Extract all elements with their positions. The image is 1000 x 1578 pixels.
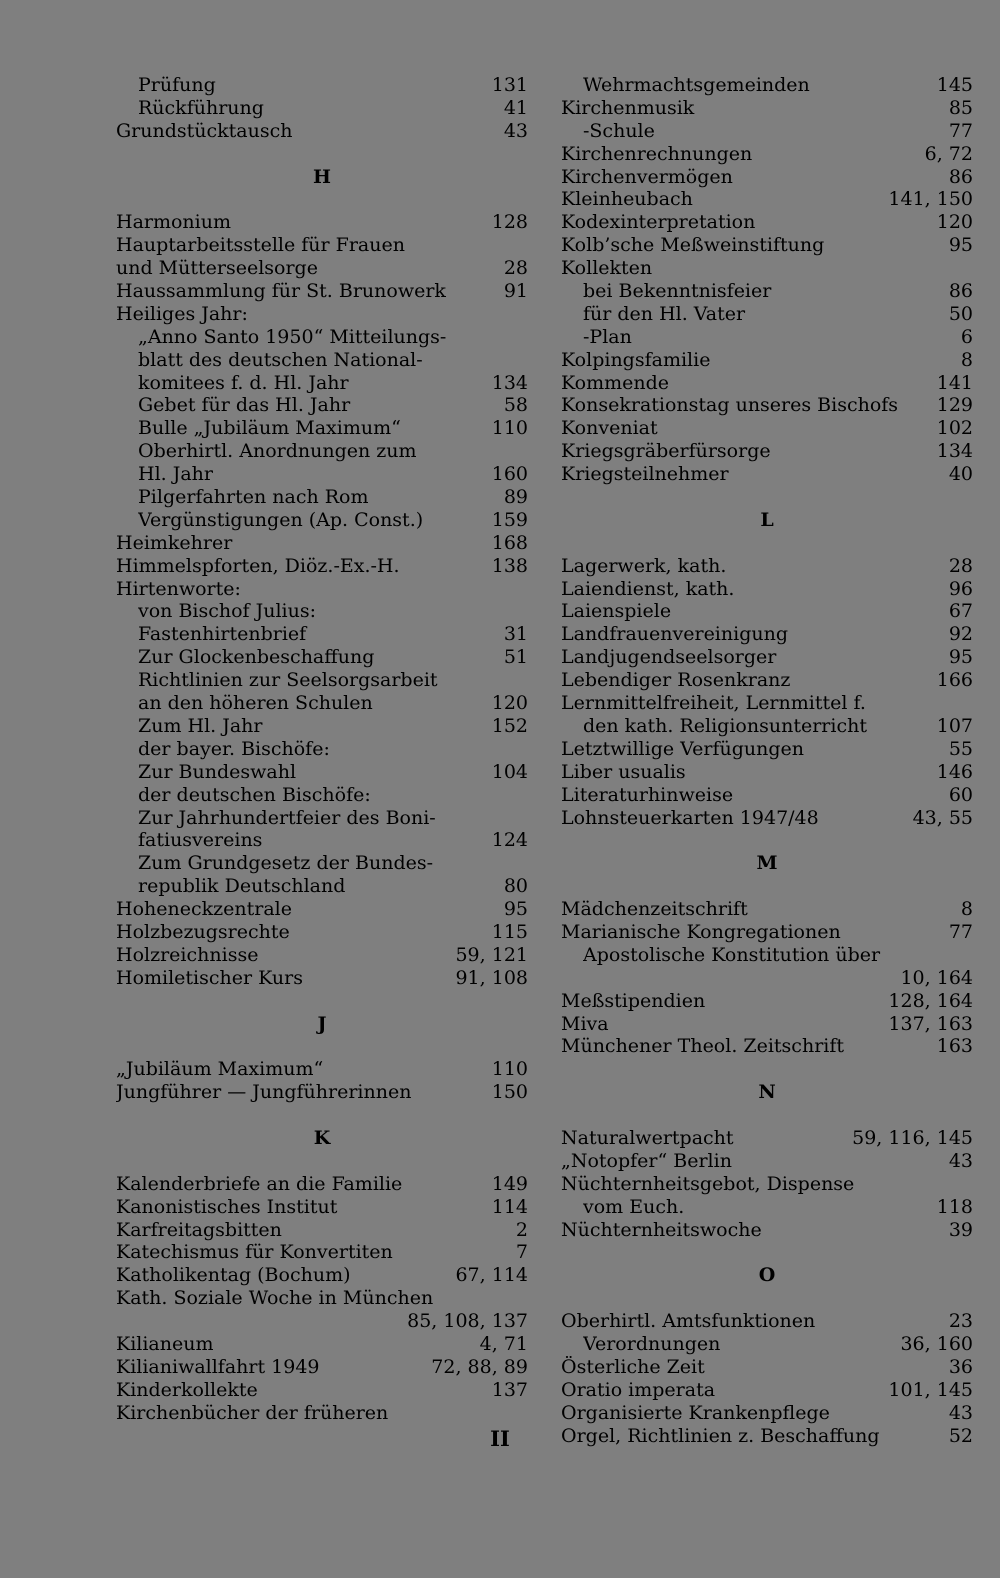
index-entry xyxy=(561,143,973,166)
index-entry xyxy=(561,738,973,761)
index-entry-pages: 163 xyxy=(936,1035,973,1058)
index-entry xyxy=(116,578,528,601)
index-entry-term: Nüchternheitsgebot, Dispense xyxy=(561,1172,855,1195)
index-entry-term: Apostolische Konstitution über xyxy=(583,943,881,966)
index-entry-term: Literaturhinweise xyxy=(561,783,734,806)
index-entry-pages: 43 xyxy=(948,1401,973,1424)
index-entry-term: Zur Bundeswahl xyxy=(138,760,297,783)
index-entry-pages: 146 xyxy=(936,760,973,783)
index-entry xyxy=(561,784,973,807)
index-entry-term: für den Hl. Vater xyxy=(583,302,746,325)
index-entry-term: Katechismus für Konvertiten xyxy=(116,1241,393,1264)
index-entry-pages: 159 xyxy=(491,508,528,531)
index-entry-term: Himmelspforten, Diöz.-Ex.-H. xyxy=(116,554,400,577)
index-entry xyxy=(116,211,528,234)
index-entry xyxy=(116,1333,528,1356)
index-entry-pages: 138 xyxy=(491,554,528,577)
index-entry xyxy=(561,1219,973,1242)
index-entry xyxy=(116,761,528,784)
index-entry-pages: 59, 121 xyxy=(455,943,528,966)
index-entry xyxy=(561,74,973,97)
index-entry xyxy=(116,120,528,143)
index-entry-pages: 128 xyxy=(491,211,528,234)
index-entry-term: Organisierte Krankenpflege xyxy=(561,1401,830,1424)
index-entry xyxy=(561,1333,973,1356)
index-entry xyxy=(116,967,528,990)
index-entry-pages: 8 xyxy=(960,348,973,371)
index-entry xyxy=(561,1379,973,1402)
index-entry-pages: 6 xyxy=(960,325,973,348)
index-entry-term: Verordnungen xyxy=(583,1332,721,1355)
index-entry-term: Holzreichnisse xyxy=(116,943,259,966)
index-entry-term: Lohnsteuerkarten 1947/48 xyxy=(561,806,819,829)
index-entry-pages: 36 xyxy=(948,1355,973,1378)
index-entry xyxy=(116,326,528,349)
index-entry-term: Zur Glockenbeschaffung xyxy=(138,646,375,669)
index-entry-term: Richtlinien zur Seelsorgsarbeit xyxy=(138,669,438,692)
index-entry-term: Kirchenbücher der früheren xyxy=(116,1401,389,1424)
index-entry-term: Kolb’sche Meßweinstiftung xyxy=(561,234,825,257)
index-entry-term: Miva xyxy=(561,1012,609,1035)
index-entry xyxy=(116,1058,528,1081)
section-spacer xyxy=(116,188,528,211)
index-entry xyxy=(116,646,528,669)
section-spacer xyxy=(116,1035,528,1058)
index-entry-pages: 86 xyxy=(948,165,973,188)
index-entry-term: Hauptarbeitsstelle für Frauen xyxy=(116,234,405,257)
index-entry xyxy=(561,898,973,921)
index-entry-pages: 134 xyxy=(936,440,973,463)
index-entry xyxy=(116,257,528,280)
index-entry xyxy=(116,1219,528,1242)
index-entry-term: Kirchenvermögen xyxy=(561,165,733,188)
index-entry xyxy=(561,715,973,738)
index-entry xyxy=(116,1173,528,1196)
index-entry xyxy=(116,555,528,578)
index-entry xyxy=(116,623,528,646)
index-entry-term: Pilgerfahrten nach Rom xyxy=(138,486,369,509)
index-entry-term: Kleinheubach xyxy=(561,188,693,211)
index-entry-pages: 10, 164 xyxy=(900,966,973,989)
index-entry-term: fatiusvereins xyxy=(138,829,263,852)
index-entry-pages: 8 xyxy=(960,898,973,921)
index-entry-pages: 43 xyxy=(948,1149,973,1172)
index-entry xyxy=(116,1402,528,1425)
index-entry xyxy=(561,97,973,120)
index-entry xyxy=(116,1081,528,1104)
index-entry-term: Oratio imperata xyxy=(561,1378,716,1401)
index-entry-term: Holzbezugsrechte xyxy=(116,920,290,943)
index-entry xyxy=(561,257,973,280)
index-entry-term: Kriegsgräberfürsorge xyxy=(561,440,771,463)
index-entry-pages: 152 xyxy=(491,714,528,737)
index-entry xyxy=(561,944,973,967)
index-entry-term: Hl. Jahr xyxy=(138,463,213,486)
index-entry-pages: 77 xyxy=(948,119,973,142)
index-entry-term: Homiletischer Kurs xyxy=(116,966,303,989)
section-spacer xyxy=(561,1287,973,1310)
index-entry xyxy=(561,211,973,234)
index-entry-term: Vergünstigungen (Ap. Const.) xyxy=(138,508,424,531)
index-entry-pages: 67 xyxy=(948,600,973,623)
index-entry-term: Heimkehrer xyxy=(116,531,233,554)
section-letter: M xyxy=(756,852,778,875)
index-entry xyxy=(116,463,528,486)
index-entry-pages: 120 xyxy=(491,692,528,715)
index-entry-term: Meßstipendien xyxy=(561,989,706,1012)
index-entry xyxy=(116,1356,528,1379)
section-letter: L xyxy=(760,508,774,531)
index-entry xyxy=(116,74,528,97)
index-entry xyxy=(116,280,528,303)
index-entry-term: Zum Grundgesetz der Bundes- xyxy=(138,852,434,875)
index-entry-pages: 89 xyxy=(503,486,528,509)
index-entry-pages: 58 xyxy=(503,394,528,417)
index-entry xyxy=(116,394,528,417)
index-entry-pages: 77 xyxy=(948,920,973,943)
index-entry-term: „Jubiläum Maximum“ xyxy=(116,1058,324,1081)
index-entry-pages: 134 xyxy=(491,371,528,394)
index-entry-term: Hoheneckzentrale xyxy=(116,898,292,921)
index-entry-pages: 110 xyxy=(491,1058,528,1081)
index-entry xyxy=(561,646,973,669)
index-entry xyxy=(561,692,973,715)
index-entry-pages: 91, 108 xyxy=(455,966,528,989)
index-entry xyxy=(116,1264,528,1287)
index-entry-term: und Mütterseelsorge xyxy=(116,257,318,280)
index-entry-term: Karfreitagsbitten xyxy=(116,1218,282,1241)
index-entry-pages: 95 xyxy=(503,898,528,921)
index-entry-term: Landjugendseelsorger xyxy=(561,646,777,669)
index-entry xyxy=(116,669,528,692)
section-spacer xyxy=(561,829,973,852)
index-entry-term: republik Deutschland xyxy=(138,875,346,898)
section-letter: K xyxy=(313,1126,331,1149)
index-entry xyxy=(116,486,528,509)
index-entry-term: Oberhirtl. Anordnungen zum xyxy=(138,440,417,463)
index-entry-term: „Anno Santo 1950“ Mitteilungs- xyxy=(138,325,447,348)
section-letter: H xyxy=(313,165,331,188)
index-entry xyxy=(561,555,973,578)
index-entry xyxy=(561,1356,973,1379)
index-entry-term: Liber usualis xyxy=(561,760,686,783)
index-entry-term: der deutschen Bischöfe: xyxy=(138,783,371,806)
index-entry-pages: 67, 114 xyxy=(455,1264,528,1287)
index-entry-pages: 114 xyxy=(491,1195,528,1218)
index-entry-term: Kirchenmusik xyxy=(561,96,695,119)
index-entry xyxy=(561,921,973,944)
index-entry-term: Lebendiger Rosenkranz xyxy=(561,669,791,692)
section-spacer xyxy=(116,1104,528,1127)
index-entry-pages: 51 xyxy=(503,646,528,669)
index-column-left xyxy=(116,74,528,1425)
index-entry-term: von Bischof Julius: xyxy=(138,600,317,623)
index-entry-pages: 128, 164 xyxy=(888,989,973,1012)
index-entry-term: Prüfung xyxy=(138,74,216,96)
index-entry-pages: 72, 88, 89 xyxy=(431,1355,528,1378)
index-entry xyxy=(561,1013,973,1036)
index-entry-pages: 85, 108, 137 xyxy=(407,1310,528,1333)
section-spacer xyxy=(561,875,973,898)
index-entry-term: der bayer. Bischöfe: xyxy=(138,737,330,760)
index-entry-pages: 150 xyxy=(491,1081,528,1104)
index-entry xyxy=(116,600,528,623)
index-entry-term: Katholikentag (Bochum) xyxy=(116,1264,351,1287)
index-entry-term: Gebet für das Hl. Jahr xyxy=(138,394,351,417)
index-entry xyxy=(561,967,973,990)
index-entry-pages: 129 xyxy=(936,394,973,417)
index-entry-pages: 31 xyxy=(503,623,528,646)
index-entry xyxy=(561,440,973,463)
index-entry-term: Kommende xyxy=(561,371,670,394)
index-entry xyxy=(561,761,973,784)
index-entry xyxy=(116,1196,528,1219)
section-spacer xyxy=(116,990,528,1013)
index-entry-term: Jungführer — Jungführerinnen xyxy=(116,1081,412,1104)
index-entry xyxy=(561,807,973,830)
index-entry-term: Münchener Theol. Zeitschrift xyxy=(561,1035,845,1058)
index-entry-pages: 160 xyxy=(491,463,528,486)
index-entry xyxy=(116,921,528,944)
index-entry-pages: 85 xyxy=(948,96,973,119)
index-entry-term: Marianische Kongregationen xyxy=(561,920,841,943)
index-entry-pages: 43 xyxy=(503,119,528,142)
index-entry-pages: 168 xyxy=(491,531,528,554)
index-column-right xyxy=(561,74,973,1447)
index-entry-pages: 96 xyxy=(948,577,973,600)
index-entry-term: blatt des deutschen National- xyxy=(138,348,423,371)
index-entry-pages: 166 xyxy=(936,669,973,692)
index-entry-pages: 28 xyxy=(503,257,528,280)
index-entry-pages: 92 xyxy=(948,623,973,646)
index-entry-pages: 141 xyxy=(936,371,973,394)
section-spacer xyxy=(561,1058,973,1081)
section-spacer xyxy=(561,532,973,555)
index-entry xyxy=(561,1196,973,1219)
section-letter: J xyxy=(317,1012,327,1035)
index-entry xyxy=(561,623,973,646)
index-entry xyxy=(116,532,528,555)
index-entry xyxy=(116,715,528,738)
index-entry-pages: 141, 150 xyxy=(888,188,973,211)
index-entry-term: Haussammlung für St. Brunowerk xyxy=(116,280,446,303)
index-entry-term: Laiendienst, kath. xyxy=(561,577,735,600)
index-entry-term: Zum Hl. Jahr xyxy=(138,714,263,737)
index-entry xyxy=(561,990,973,1013)
index-entry-term: Nüchternheitswoche xyxy=(561,1218,762,1241)
index-entry-pages: 39 xyxy=(948,1218,973,1241)
index-entry xyxy=(561,1035,973,1058)
index-entry xyxy=(116,1379,528,1402)
index-entry-pages: 59, 116, 145 xyxy=(852,1126,973,1149)
index-entry-pages: 131 xyxy=(491,74,528,96)
index-entry xyxy=(116,1310,528,1333)
index-entry xyxy=(116,417,528,440)
index-entry-term: Mädchenzeitschrift xyxy=(561,898,748,921)
index-entry-pages: 6, 72 xyxy=(924,142,973,165)
index-entry-pages: 80 xyxy=(503,875,528,898)
index-entry-pages: 101, 145 xyxy=(888,1378,973,1401)
index-entry-term: Oberhirtl. Amtsfunktionen xyxy=(561,1310,816,1333)
index-entry xyxy=(116,234,528,257)
section-letter: O xyxy=(758,1264,776,1287)
index-entry xyxy=(116,898,528,921)
index-entry-pages: 95 xyxy=(948,234,973,257)
index-entry-pages: 91 xyxy=(503,280,528,303)
index-entry-term: Österliche Zeit xyxy=(561,1355,705,1378)
index-entry xyxy=(561,280,973,303)
index-entry-pages: 86 xyxy=(948,280,973,303)
index-entry-pages: 120 xyxy=(936,211,973,234)
index-entry-pages: 137 xyxy=(491,1378,528,1401)
index-entry-term: -Plan xyxy=(583,325,632,348)
index-entry-term: an den höheren Schulen xyxy=(138,692,373,715)
index-entry-term: Kilianiwallfahrt 1949 xyxy=(116,1355,320,1378)
index-entry xyxy=(561,463,973,486)
index-entry xyxy=(561,1402,973,1425)
index-entry-term: Konveniat xyxy=(561,417,658,440)
index-entry xyxy=(561,188,973,211)
index-entry xyxy=(561,1173,973,1196)
index-entry-term: Kath. Soziale Woche in München xyxy=(116,1287,434,1310)
index-entry xyxy=(561,600,973,623)
index-entry xyxy=(561,1127,973,1150)
index-entry xyxy=(561,303,973,326)
index-entry-term: Orgel, Richtlinien z. Beschaffung xyxy=(561,1424,880,1447)
index-entry-pages: 110 xyxy=(491,417,528,440)
index-entry-term: Kodexinterpretation xyxy=(561,211,756,234)
index-entry xyxy=(116,372,528,395)
index-entry-pages: 95 xyxy=(948,646,973,669)
index-entry-term: Lernmittelfreiheit, Lernmittel f. xyxy=(561,692,866,715)
index-entry-pages: 102 xyxy=(936,417,973,440)
index-entry-term: Naturalwertpacht xyxy=(561,1126,734,1149)
index-entry-pages: 52 xyxy=(948,1424,973,1447)
index-entry-term: Landfrauenvereinigung xyxy=(561,623,788,646)
index-entry-pages: 23 xyxy=(948,1310,973,1333)
section-spacer xyxy=(116,143,528,166)
index-entry-term: Wehrmachtsgemeinden xyxy=(583,74,810,96)
index-entry-term: komitees f. d. Hl. Jahr xyxy=(138,371,349,394)
index-entry-term: Kalenderbriefe an die Familie xyxy=(116,1172,403,1195)
index-entry xyxy=(116,852,528,875)
index-entry-term: „Notopfer“ Berlin xyxy=(561,1149,732,1172)
index-entry-pages: 2 xyxy=(515,1218,528,1241)
index-entry-term: bei Bekenntnisfeier xyxy=(583,280,772,303)
index-entry xyxy=(561,1150,973,1173)
index-entry xyxy=(116,1287,528,1310)
index-entry-term: Harmonium xyxy=(116,211,232,234)
index-entry xyxy=(561,166,973,189)
index-entry-term: Grundstücktausch xyxy=(116,119,293,142)
index-entry-term: -Schule xyxy=(583,119,655,142)
index-entry-term: Heiliges Jahr: xyxy=(116,302,248,325)
index-entry-pages: 118 xyxy=(936,1195,973,1218)
index-entry xyxy=(116,509,528,532)
index-entry xyxy=(561,669,973,692)
index-entry xyxy=(561,417,973,440)
index-entry-pages: 36, 160 xyxy=(900,1332,973,1355)
index-entry xyxy=(561,349,973,372)
index-entry xyxy=(561,578,973,601)
index-entry-pages: 104 xyxy=(491,760,528,783)
index-entry-pages: 149 xyxy=(491,1172,528,1195)
index-entry-pages: 145 xyxy=(936,74,973,96)
index-entry xyxy=(561,326,973,349)
index-entry-pages: 55 xyxy=(948,737,973,760)
section-spacer xyxy=(561,486,973,509)
index-entry xyxy=(116,875,528,898)
section-spacer xyxy=(116,1150,528,1173)
index-entry xyxy=(116,1241,528,1264)
index-entry-term: Kanonistisches Institut xyxy=(116,1195,338,1218)
index-entry xyxy=(116,829,528,852)
index-entry-term: Hirtenworte: xyxy=(116,577,241,600)
section-letter: N xyxy=(758,1081,776,1104)
index-entry xyxy=(116,303,528,326)
page-number: II xyxy=(490,1426,510,1451)
index-entry-term: Kirchenrechnungen xyxy=(561,142,753,165)
index-entry-term: Kilianeum xyxy=(116,1332,214,1355)
index-entry xyxy=(116,440,528,463)
index-entry-term: Kriegsteilnehmer xyxy=(561,463,729,486)
index-entry-term: Zur Jahrhundertfeier des Boni- xyxy=(138,806,436,829)
index-entry-term: Kinderkollekte xyxy=(116,1378,258,1401)
index-entry-pages: 28 xyxy=(948,554,973,577)
index-entry-term: Kollekten xyxy=(561,257,653,280)
index-entry-term: Fastenhirtenbrief xyxy=(138,623,307,646)
index-entry-term: Lagerwerk, kath. xyxy=(561,554,727,577)
index-entry xyxy=(561,394,973,417)
index-entry-pages: 50 xyxy=(948,302,973,325)
index-entry-pages: 4, 71 xyxy=(479,1332,528,1355)
index-entry xyxy=(561,120,973,143)
index-entry xyxy=(116,349,528,372)
index-entry-pages: 43, 55 xyxy=(912,806,973,829)
index-entry-pages: 7 xyxy=(515,1241,528,1264)
index-entry-term: Letztwillige Verfügungen xyxy=(561,737,805,760)
index-entry-term: Rückführung xyxy=(138,96,264,119)
section-spacer xyxy=(561,1241,973,1264)
index-entry xyxy=(116,807,528,830)
index-entry-pages: 41 xyxy=(503,96,528,119)
index-entry-term: den kath. Religionsunterricht xyxy=(583,714,867,737)
index-entry-term: Konsekrationstag unseres Bischofs xyxy=(561,394,899,417)
index-entry xyxy=(561,1310,973,1333)
index-entry-pages: 107 xyxy=(936,714,973,737)
index-entry xyxy=(116,738,528,761)
index-entry-pages: 60 xyxy=(948,783,973,806)
index-entry-term: Kolpingsfamilie xyxy=(561,348,711,371)
index-entry xyxy=(116,97,528,120)
index-entry-pages: 124 xyxy=(491,829,528,852)
index-entry-pages: 115 xyxy=(491,920,528,943)
index-entry xyxy=(561,234,973,257)
index-entry-pages: 40 xyxy=(948,463,973,486)
section-spacer xyxy=(561,1104,973,1127)
index-entry-term: Laienspiele xyxy=(561,600,672,623)
index-entry xyxy=(116,784,528,807)
index-entry xyxy=(116,944,528,967)
index-entry xyxy=(561,372,973,395)
index-entry-term: Bulle „Jubiläum Maximum“ xyxy=(138,417,401,440)
index-entry-pages: 137, 163 xyxy=(888,1012,973,1035)
index-entry-term: vom Euch. xyxy=(583,1195,685,1218)
index-entry xyxy=(116,692,528,715)
